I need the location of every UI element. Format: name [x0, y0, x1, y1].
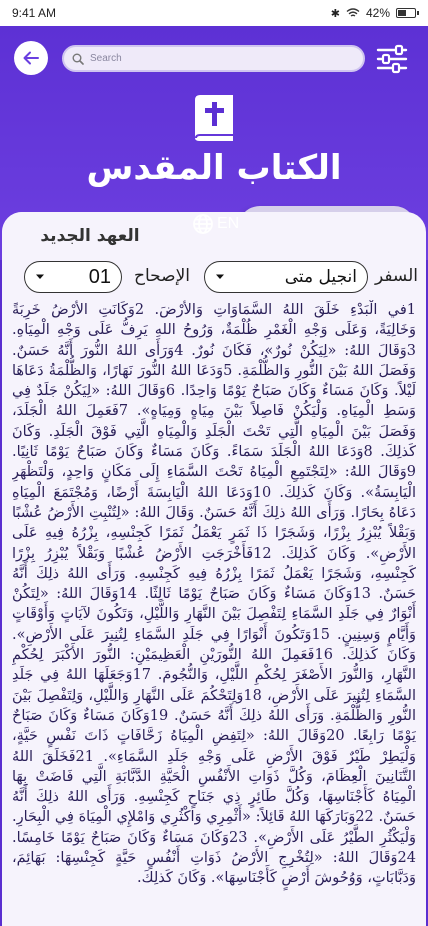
wifi-icon	[346, 8, 360, 18]
search-bar[interactable]	[62, 45, 365, 72]
settings-button[interactable]	[376, 44, 408, 74]
bible-cross-icon	[191, 94, 237, 142]
back-button[interactable]	[14, 41, 48, 75]
language-label: EN	[217, 215, 240, 232]
language-toggle[interactable]	[192, 212, 239, 236]
chapter-value: 01	[88, 265, 111, 288]
bluetooth-icon: ✱	[330, 7, 340, 20]
globe-icon	[192, 213, 214, 235]
tab-new-testament[interactable]: العهد الجديد	[2, 212, 178, 260]
battery-percent: 42%	[365, 6, 390, 20]
status-bar	[0, 0, 428, 26]
book-select[interactable]	[204, 261, 368, 293]
app-title: الكتاب المقدس	[86, 148, 342, 188]
chevron-down-icon	[35, 273, 45, 281]
battery-icon	[396, 8, 416, 18]
sliders-icon	[376, 44, 408, 74]
status-time: 9:41 AM	[12, 6, 57, 20]
status-icons	[331, 6, 416, 20]
bible-logo	[191, 94, 237, 142]
book-label: السفر	[374, 266, 418, 286]
chapter-text: 1في الْبَدْءِ خَلَقَ اللهُ السَّمَاوَاتِ وَالأَرْضَ. 2وَكَانَتِ الأَرْضُ خَرِبَةً وَخَالِيَةً، وَعَلَى وَجْهِ الْغَمْرِ ظُلْمَةٌ، وَرُوحُ اللهِ يَرِفُّ عَلَى وَجْهِ الْمِيَاهِ. 3وَقَالَ اللهُ: «لِيَكُنْ نُورٌ»، فَكَانَ نُورٌ. 4وَرَأَى اللهُ النُّورَ أَنَّهُ حَسَنٌ. وَفَصَلَ اللهُ بَيْنَ النُّورِ وَالظُّلْمَةِ. 5وَدَعَا اللهُ النُّورَ نَهَارًا، وَالظُّلْمَةُ دَعَاهَا لَيْلاً. وَكَانَ مَسَاءٌ وَكَانَ صَبَاحٌ يَوْمًا وَاحِدًا. 6وَقَالَ اللهُ: «لِيَكُنْ جَلَدٌ فِي وَسَطِ الْمِيَاهِ. وَلْيَكُنْ فَاصِلاً بَيْنَ مِيَاهٍ وَمِيَاهٍ». 7فَعَمِلَ اللهُ الْجَلَدَ، وَفَصَلَ بَيْنَ الْمِيَاهِ الَّتِي تَحْتَ الْجَلَدِ وَالْمِيَاهِ الَّتِي فَوْقَ الْجَلَدِ. وَكَانَ كَذلِكَ. 8وَدَعَا اللهُ الْجَلَدَ سَمَاءً. وَكَانَ مَسَاءٌ وَكَانَ صَبَاحٌ يَوْمًا ثَانِيًا. 9وَقَالَ اللهُ: «لِتَجْتَمِعِ الْمِيَاهُ تَحْتَ السَّمَاءِ إِلَى مَكَانٍ وَاحِدٍ، وَلْتَظْهَرِ الْيَابِسَةُ». وَكَانَ كَذلِكَ. 10وَدَعَا اللهُ الْيَابِسَةَ أَرْضًا، وَمُجْتَمَعَ الْمِيَاهِ دَعَاهُ بِحَارًا. وَرَأَى اللهُ ذلِكَ أَنَّهُ حَسَنٌ. وَقَالَ اللهُ: «لِتُنْبِتِ الأَرْضُ عُشْبًا وَبَقْلاً يُبْزِرُ بِزْرًا، وَشَجَرًا ذَا ثَمَرٍ يَعْمَلُ ثَمَرًا كَجِنْسِهِ، بِزْرُهُ فِيهِ عَلَى الأَرْضِ». وَكَانَ كَذلِكَ. 12فَأَخْرَجَتِ الأَرْضُ عُشْبًا وَبَقْلاً يُبْزِرُ بِزْرًا كَجِنْسِهِ، وَشَجَرًا يَعْمَلُ ثَمَرًا بِزْرُهُ فِيهِ كَجِنْسِهِ. وَرَأَى اللهُ ذلِكَ أَنَّهُ حَسَنٌ. 13وَكَانَ مَسَاءٌ وَكَانَ صَبَاحٌ يَوْمًا ثَالِثًا. 14وَقَالَ اللهُ: «لِتَكُنْ أَنْوَارٌ فِي جَلَدِ السَّمَاءِ لِتَفْصِلَ بَيْنَ النَّهَارِ وَاللَّيْلِ، وَتَكُونَ لآيَاتٍ وَأَوْقَاتٍ وَأَيَّامٍ وَسِنِينٍ. 15وَتَكُونَ أَنْوَارًا فِي جَلَدِ السَّمَاءِ لِتُنِيرَ عَلَى الأَرْضِ». وَكَانَ كَذلِكَ. 16فَعَمِلَ اللهُ النُّورَيْنِ الْعَظِيمَيْنِ: النُّورَ الأَكْبَرَ لِحُكْمِ النَّهَارِ، وَالنُّورَ الأَصْغَرَ لِحُكْمِ اللَّيْلِ، وَالنُّجُومَ. 17وَجَعَلَهَا اللهُ فِي جَلَدِ السَّمَاءِ لِتُنِيرَ عَلَى الأَرْضِ، 18وَلِتَحْكُمَ عَلَى النَّهَارِ وَاللَّيْلِ، وَلِتَفْصِلَ بَيْنَ النُّورِ وَالظُّلْمَةِ. وَرَأَى اللهُ ذلِكَ أَنَّهُ حَسَنٌ. 19وَكَانَ مَسَاءٌ وَكَانَ صَبَاحٌ يَوْمًا رَابِعًا. 20وَقَالَ اللهُ: «لِتَفِضِ الْمِيَاهُ زَحَّافَاتٍ ذَاتَ نَفْسٍ حَيَّةٍ، وَلْيَطِرْ طَيْرٌ فَوْقَ الأَرْضِ عَلَى وَجْهِ جَلَدِ السَّمَاءِ». 21فَخَلَقَ اللهُ التَّنَانِينَ الْعِظَامَ، وَكُلَّ ذَوَاتِ الأَنْفُسِ الْحَيَّةِ الدَّبَّابَةِ الَّتِي فَاضَتْ بِهَا الْمِيَاهُ كَأَجْنَاسِهَا، وَكُلَّ طَائِرٍ ذِي جَنَاحٍ كَجِنْسِهِ. وَرَأَى اللهُ ذلِكَ أَنَّهُ حَسَنٌ. 22وَبَارَكَهَا اللهُ قَائِلاً: «أَثْمِرِي وَاكْثُرِي وَامْلإِي الْمِيَاهَ فِي الْبِحَارِ. وَلْيَكْثُرِ الطَّيْرُ عَلَى الأَرْضِ». 23وَكَانَ مَسَاءٌ وَكَانَ صَبَاحٌ يَوْمًا خَامِسًا. 24وَقَالَ اللهُ: «لِتُخْرِجِ الأَرْضُ ذَوَاتِ أَنْفُسٍ حَيَّةٍ كَجِنْسِهَا: بَهَائِمَ، وَدَبَّابَاتٍ، وَوُحُوشَ أَرْضٍ كَأَجْنَاسِهَا». وَكَانَ كَذلِكَ.	[12, 302, 416, 887]
book-value: انجيل متى	[284, 267, 357, 287]
chapter-select[interactable]	[24, 261, 122, 293]
chapter-label: الإصحاح	[134, 266, 190, 286]
arrow-left-icon	[23, 51, 39, 65]
search-icon	[72, 53, 84, 65]
chevron-down-icon	[215, 273, 225, 281]
book-chapter-selector	[2, 258, 426, 298]
search-input[interactable]	[90, 53, 340, 64]
